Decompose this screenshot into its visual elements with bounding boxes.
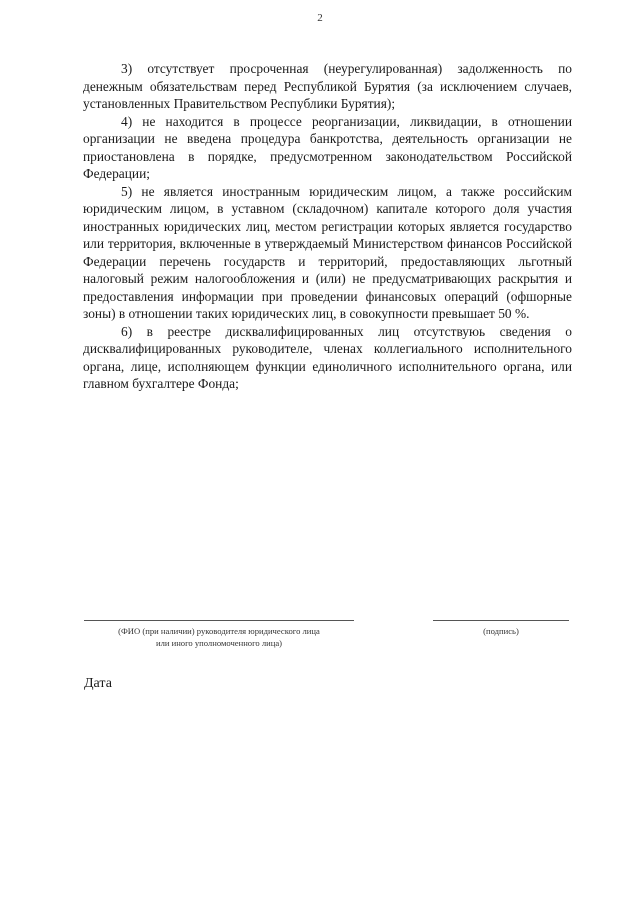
clause-6: 6) в реестре дисквалифицированных лиц отсутствуюь сведения о дисквалифицированных руководителе, членах коллегиального исполнительного органа, лице, исполняющем функции единоличного исполнительного органа, или главном бухгалтере Фонда; [83,323,572,391]
page-number: 2 [317,12,323,24]
clause-5: 5) не является иностранным юридическим лицом, а также российским юридическим лицом, в уставном (складочном) капитале которого доля участия иностранных юридических лиц, местом регистрации которых является государство или территория, включенные в утверждаемый Министерством финансов Российской Федерации перечень государств и территорий, предоставляющих льготный налоговый режим налогообложения и (или) не предусматривающих раскрытия и предоставления информации при проведении финансовых операций (офшорные зоны) в отношении таких юридических лиц, в совокупности превышает 50 %. [83,183,572,321]
name-signature-line [84,620,354,621]
name-caption-line-1: (ФИО (при наличии) руководителя юридического лица [118,626,320,636]
document-body [83,60,572,393]
date-label: Дата [84,676,112,691]
signature-caption: (подпись) [483,626,519,636]
clause-3: 3) отсутствует просроченная (неурегулированная) задолженность по денежным обязательствам перед Республикой Бурятия (за исключением случаев, установленных Правительством Республики Бурятия); [83,61,572,111]
name-caption [84,625,354,649]
name-caption-line-2: или иного уполномоченного лица) [155,638,283,648]
clause-4: 4) не находится в процессе реорганизации, ликвидации, в отношении организации не введена процедура банкротства, деятельность организации не приостановлена в порядке, предусмотренном законодательством Российской Федерации; [83,113,572,181]
signature-line [433,620,569,621]
